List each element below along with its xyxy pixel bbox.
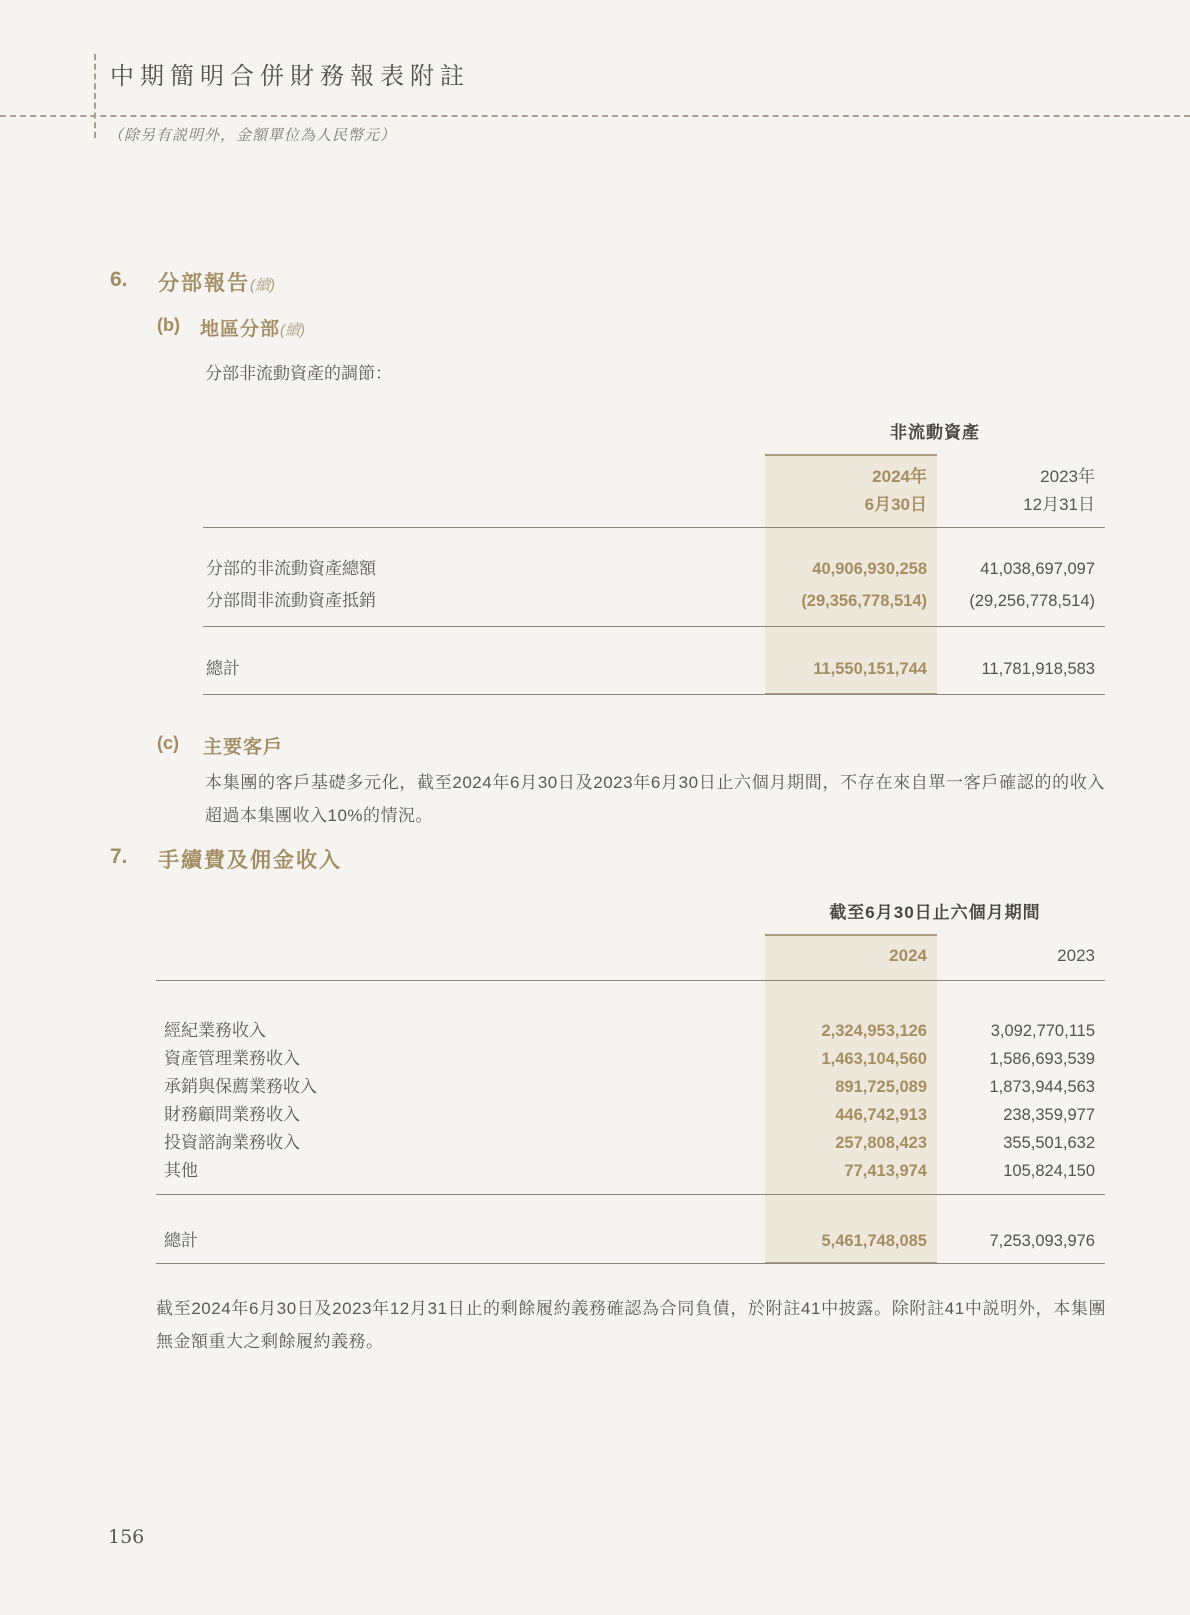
table-row [203,586,1105,611]
document-title: 中期簡明合併財務報表附註 [110,62,470,90]
row-value-2024: 2,324,953,126 [821,1022,927,1040]
table2-current-period-highlight [765,934,937,1264]
table-row [156,1156,1105,1181]
table1-header-row-year [203,462,1105,487]
total-value-2023: 11,781,918,583 [981,660,1095,678]
section6-number: 6. [110,268,128,291]
row-value-2023: 1,873,944,563 [989,1078,1095,1096]
row-label: 其他 [164,1161,198,1180]
row-value-2023: 41,038,697,097 [980,560,1095,578]
table1-header-rule [203,527,1105,528]
section6b-title [200,314,305,341]
row-value-2024: (29,356,778,514) [801,592,927,610]
row-value-2023: (29,256,778,514) [969,592,1095,610]
total-value-2024: 5,461,748,085 [821,1232,927,1250]
total-value-2024: 11,550,151,744 [813,660,927,678]
section6-title [158,267,275,297]
table1-col-2023-year: 2023年 [1040,467,1095,486]
table2-group-header: 截至6月30日止六個月期間 [829,903,1041,922]
total-value-2023: 7,253,093,976 [989,1232,1095,1250]
header-dashed-divider [0,115,1190,117]
table2-subtotal-rule [156,1194,1105,1195]
row-value-2024: 1,463,104,560 [821,1050,927,1068]
table-row [156,1128,1105,1153]
table-row [156,1016,1105,1041]
table1-header-row-date [203,490,1105,515]
margin-dashed-vertical-line [94,54,96,138]
row-value-2023: 238,359,977 [1003,1106,1095,1124]
section7-number: 7. [110,845,128,868]
page-number: 156 [108,1526,145,1548]
table2-col-2023: 2023 [1057,946,1095,965]
table-row [156,1072,1105,1097]
row-label: 分部間非流動資產抵銷 [206,591,376,610]
table2-header-rule [156,980,1105,981]
section7-title: 手續費及佣金收入 [158,849,342,872]
section6b-intro: 分部非流動資產的調節： [205,364,392,383]
table-row [156,1100,1105,1125]
row-value-2024: 446,742,913 [835,1106,927,1124]
row-value-2024: 891,725,089 [835,1078,927,1096]
row-value-2024: 77,413,974 [844,1162,927,1180]
section7-note: 截至2024年6月30日及2023年12月31日止的剩餘履約義務確認為合同負債，於附註41中披露。除附註41中説明外，本集團無金額重大之剩餘履約義務。 [156,1299,1106,1351]
section6b-continued: (續) [280,322,306,339]
section6b-title-text: 地區分部 [200,319,281,340]
row-label: 財務顧問業務收入 [164,1105,300,1124]
table-row [156,1044,1105,1069]
total-label: 總計 [206,659,240,678]
fee-commission-income-table [156,898,1105,1268]
section6c-label: (c) [157,733,179,753]
row-value-2023: 355,501,632 [1003,1134,1095,1152]
row-value-2024: 257,808,423 [835,1134,927,1152]
section6c-body: 本集團的客戶基礎多元化，截至2024年6月30日及2023年6月30日止六個月期間，不存在來自單一客戶確認的的收入超過本集團收入10%的情況。 [205,773,1105,825]
total-label: 總計 [164,1231,198,1250]
table1-col-2024-year: 2024年 [872,467,927,486]
row-label: 資產管理業務收入 [164,1049,300,1068]
table1-group-header: 非流動資產 [890,423,980,442]
table2-header-row [156,946,1105,966]
table2-col-2024: 2024 [889,946,927,965]
row-value-2023: 3,092,770,115 [990,1022,1095,1040]
section6-title-text: 分部報告 [158,272,250,295]
table1-subtotal-rule [203,626,1105,627]
table1-col-2024-date: 6月30日 [864,495,927,514]
table2-total-row [156,1226,1105,1251]
table-row [203,554,1105,579]
section6b-label: (b) [157,315,180,335]
table1-bottom-rule [203,694,1105,695]
table1-col-2023-date: 12月31日 [1023,495,1095,514]
section6c-title: 主要客戶 [203,737,284,758]
document-subtitle: （除另有説明外，金額單位為人民幣元） [108,127,397,144]
table2-bottom-rule [156,1263,1105,1264]
segment-noncurrent-assets-table [203,418,1105,698]
section6-continued: (續) [250,277,275,294]
row-label: 承銷與保薦業務收入 [164,1077,317,1096]
table1-total-row [203,654,1105,679]
row-label: 經紀業務收入 [164,1021,266,1040]
row-label: 分部的非流動資產總額 [206,559,376,578]
row-value-2023: 1,586,693,539 [989,1050,1095,1068]
row-label: 投資諮詢業務收入 [164,1133,300,1152]
row-value-2023: 105,824,150 [1003,1162,1095,1180]
row-value-2024: 40,906,930,258 [812,560,927,578]
